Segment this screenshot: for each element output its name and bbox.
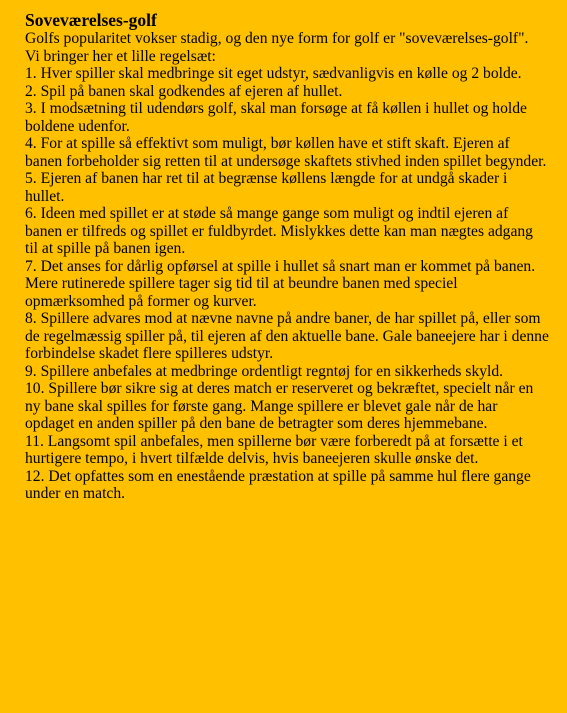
rule-item-6: 6. Ideen med spillet er at støde så mange gange som muligt og indtil ejeren af banen er tilfreds og spillet er fuldbyrdet. Mislykkes dette kan man nægtes adgang til at spille på banen igen.: [25, 205, 533, 257]
rule-item-3: 3. I modsætning til udendørs golf, skal man forsøge at få køllen i hullet og holde boldene udenfor.: [25, 100, 527, 135]
lead-paragraph: Vi bringer her et lille regelsæt:: [25, 47, 216, 65]
intro-paragraph: Golfs popularitet vokser stadig, og den nye form for golf er "soveværelses-golf".: [25, 30, 529, 47]
rule-item-1: 1. Hver spiller skal medbringe sit eget udstyr, sædvanligvis en kølle og 2 bolde.: [25, 65, 522, 82]
rules-list: [25, 65, 549, 503]
rule-item-9: 9. Spillere anbefales at medbringe ordentligt regntøj for en sikkerheds skyld.: [25, 362, 504, 380]
rule-item-12: 12. Det opfattes som en enestående præstation at spille på samme hul flere gange under en match.: [25, 467, 531, 502]
rule-item-5: 5. Ejeren af banen har ret til at begrænse køllens længde for at undgå skader i hullet.: [25, 170, 508, 205]
rule-item-2: 2. Spil på banen skal godkendes af ejeren af hullet.: [25, 82, 343, 100]
rule-item-7: 7. Det anses for dårlig opførsel at spille i hullet så snart man er kommet på banen. Mere rutinerede spillere tager sig tid til at beundre banen med speciel opmærksomhed på former og kurver.: [25, 257, 536, 310]
rule-item-4: 4. For at spille så effektivt som muligt, bør køllen have et stift skaft. Ejeren af banen forbeholder sig retten til at undersøge skaftets stivhed inden spillet begynder.: [25, 135, 547, 170]
document-title: Soveværelses-golf: [25, 10, 157, 30]
rule-item-11: 11. Langsomt spil anbefales, men spillerne bør være forberedt på at forsætte i et hurtigere tempo, i hvert tilfælde delvis, hvis baneejeren skulle ønske det.: [25, 432, 523, 467]
rule-item-10: 10. Spillere bør sikre sig at deres match er reserveret og bekræftet, specielt når en ny bane skal spilles for første gang. Mange spillere er blevet gale når de har opdaget en anden spiller på den bane de betragter som deres hjemmebane.: [25, 380, 534, 432]
rule-item-8: 8. Spillere advares mod at nævne navne på andre baner, de har spillet på, eller som de regelmæssig spiller på, til ejeren af den aktuelle bane. Gale baneejere har i denne forbindelse skadet flere spilleres udstyr.: [25, 310, 549, 362]
